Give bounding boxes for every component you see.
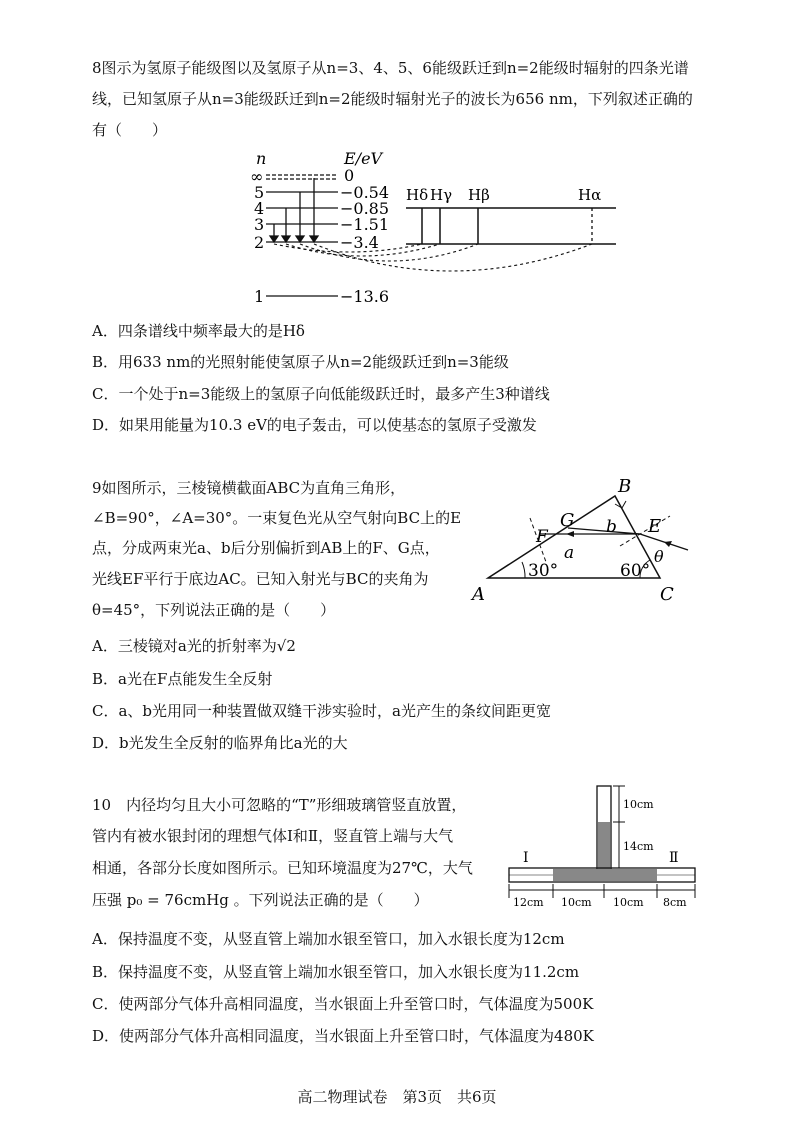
level-e-5: −0.54 xyxy=(340,183,390,202)
q10-stem-line-4: 压强 p₀ = 76cmHg 。下列说法正确的是（ ） xyxy=(92,891,429,909)
gas2-label: Ⅱ xyxy=(669,850,679,866)
angle-a-arc xyxy=(522,562,525,578)
mid-length: 14cm xyxy=(623,840,654,853)
angle-c-value: 60° xyxy=(620,561,651,581)
n-axis-label: n xyxy=(256,149,267,168)
ray-a-arrow xyxy=(566,531,574,537)
level-n-4: 4 xyxy=(254,199,265,218)
label-ray-a: a xyxy=(564,543,575,563)
q9-stem-line-2: ∠B=90°，∠A=30°。一束复色光从空气射向BC上的E xyxy=(92,509,462,527)
angle-a-value: 30° xyxy=(528,561,559,581)
q9-option-b: B．a光在F点能发生全反射 xyxy=(92,670,273,688)
len-right-mercury: 10cm xyxy=(613,896,644,909)
mercury-horizontal xyxy=(553,869,657,881)
q10-option-c: C．使两部分气体升高相同温度，当水银面上升至管口时，气体温度为500K xyxy=(92,995,594,1013)
q10-stem-line-3: 相通，各部分长度如图所示。已知环境温度为27℃，大气 xyxy=(92,859,473,877)
label-ray-b: b xyxy=(606,517,617,537)
q9-option-c: C．a、b光用同一种装置做双缝干涉实验时，a光产生的条纹间距更宽 xyxy=(92,702,551,720)
q10-option-a: A．保持温度不变，从竖直管上端加水银至管口，加入水银长度为12cm xyxy=(92,930,565,948)
q8-stem-line-2: 线，已知氢原子从n=3能级跃迁到n=2能级时辐射光子的波长为656 nm，下列叙述正确的 xyxy=(92,90,693,108)
level-e-inf: 0 xyxy=(344,166,355,185)
q8-option-a: A．四条谱线中频率最大的是Hδ xyxy=(92,322,305,340)
page-footer: 高二物理试卷 第3页 共6页 xyxy=(297,1088,497,1106)
line-h-gamma: Hγ xyxy=(430,186,453,204)
level-e-2: −3.4 xyxy=(340,233,379,252)
energy-level-diagram xyxy=(240,148,620,310)
q9-stem-line-5: θ=45°，下列说法正确的是（ ） xyxy=(92,601,336,619)
q10-stem-line-2: 管内有被水银封闭的理想气体Ⅰ和Ⅱ，竖直管上端与大气 xyxy=(92,827,454,845)
e-axis-label: E/eV xyxy=(344,149,383,168)
label-b-vertex: B xyxy=(618,476,632,497)
label-g: G xyxy=(560,510,575,531)
level-n-inf: ∞ xyxy=(250,167,264,186)
q10-option-d: D．使两部分气体升高相同温度，当水银面上升至管口时，气体温度为480K xyxy=(92,1027,594,1045)
q10-stem-line-1: 10 内径均匀且大小可忽略的“T”形细玻璃管竖直放置， xyxy=(92,796,467,814)
label-theta: θ xyxy=(654,547,664,566)
q9-stem-line-3: 点，分成两束光a、b后分别偏折到AB上的F、G点， xyxy=(92,539,440,557)
q8-stem-line-1: 8图示为氢原子能级图以及氢原子从n=3、4、5、6能级跃迁到n=2能级时辐射的四条光谱 xyxy=(92,59,689,77)
level-e-3: −1.51 xyxy=(340,215,390,234)
level-e-1: −13.6 xyxy=(340,287,390,306)
t-tube-diagram xyxy=(505,782,700,918)
level-n-5: 5 xyxy=(254,183,265,202)
transition-arrows xyxy=(270,178,318,242)
line-h-beta: Hβ xyxy=(468,186,490,204)
prism-diagram xyxy=(470,470,700,610)
len-gas2: 8cm xyxy=(663,896,687,909)
q10-option-b: B．保持温度不变，从竖直管上端加水银至管口，加入水银长度为11.2cm xyxy=(92,963,580,981)
mercury-vertical xyxy=(598,822,610,872)
q9-option-a: A．三棱镜对a光的折射率为√2 xyxy=(92,637,296,655)
label-a-vertex: A xyxy=(472,584,485,605)
line-h-delta: Hδ xyxy=(406,186,429,204)
q9-stem-line-4: 光线EF平行于底边AC。已知入射光与BC的夹角为 xyxy=(92,570,429,588)
label-c-vertex: C xyxy=(660,584,674,605)
q8-stem-line-3: 有（ ） xyxy=(92,121,168,139)
q8-option-b: B．用633 nm的光照射能使氢原子从n=2能级跃迁到n=3能级 xyxy=(92,353,509,371)
level-n-1: 1 xyxy=(254,287,265,306)
line-h-alpha: Hα xyxy=(578,186,602,204)
level-n-3: 3 xyxy=(254,215,265,234)
q9-stem-line-1: 9如图所示，三棱镜横截面ABC为直角三角形， xyxy=(92,479,406,497)
q8-option-c: C．一个处于n=3能级上的氢原子向低能级跃迁时，最多产生3种谱线 xyxy=(92,385,550,403)
label-f: F xyxy=(536,527,548,547)
gas1-label: Ⅰ xyxy=(523,850,529,866)
level-e-4: −0.85 xyxy=(340,199,390,218)
spectrum-band xyxy=(406,208,616,244)
label-e: E xyxy=(648,516,662,537)
connecting-arcs xyxy=(274,244,592,271)
q9-option-d: D．b光发生全反射的临界角比a光的大 xyxy=(92,734,348,752)
len-gas1: 12cm xyxy=(513,896,544,909)
q8-option-d: D．如果用能量为10.3 eV的电子轰击，可以使基态的氢原子受激发 xyxy=(92,416,537,434)
len-left-mercury: 10cm xyxy=(561,896,592,909)
ray-b xyxy=(568,528,640,534)
level-n-2: 2 xyxy=(254,233,265,252)
top-length: 10cm xyxy=(623,798,654,811)
